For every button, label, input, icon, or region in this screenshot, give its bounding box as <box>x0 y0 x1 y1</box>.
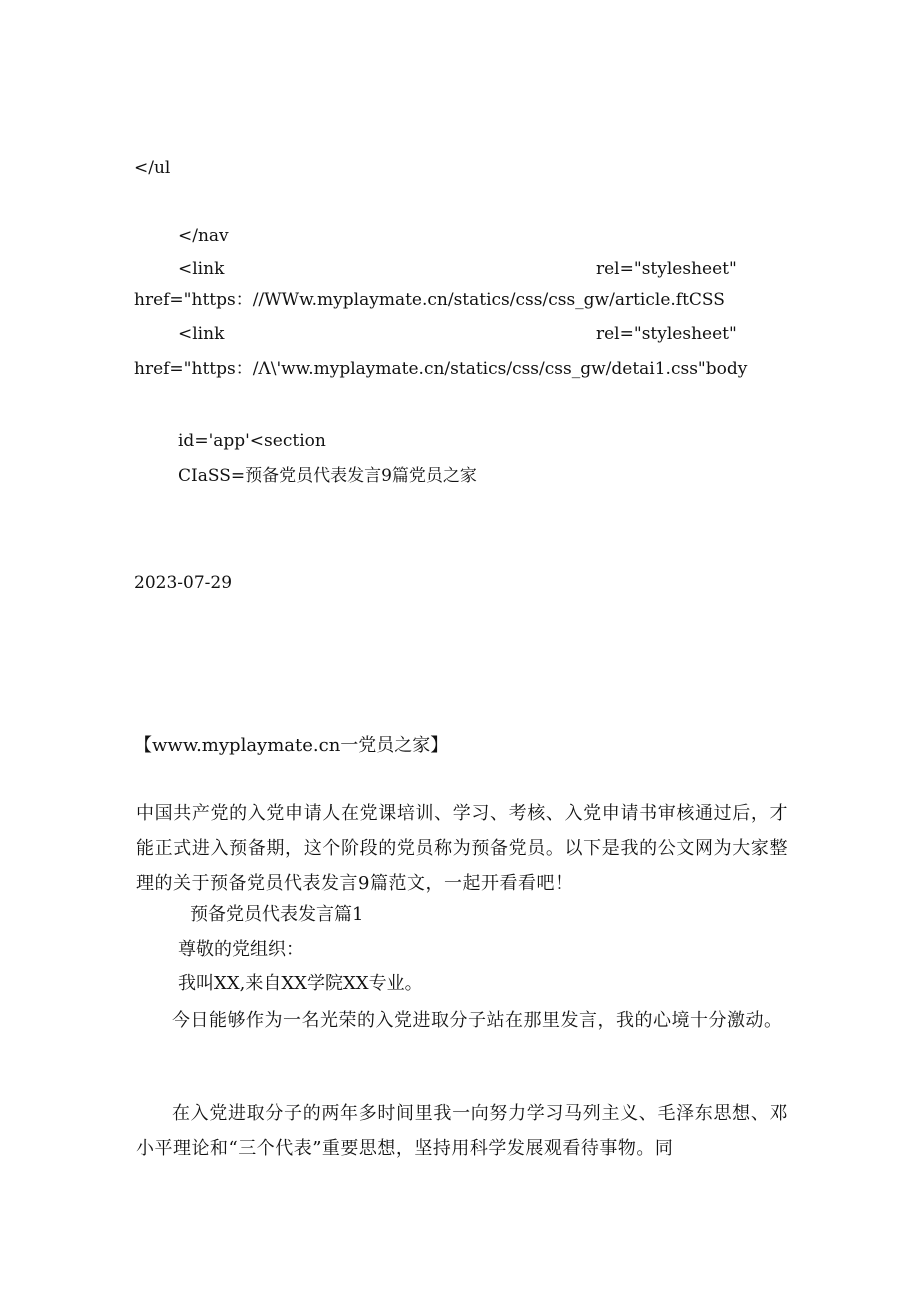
self-intro: 我叫XX,来自XX学院XX专业。 <box>178 973 423 994</box>
code-line-link-2-rel: rel="stylesheet" <box>596 324 737 344</box>
code-line-app-section: id='app'<section <box>178 431 326 451</box>
body-paragraph-2: 在入党进取分子的两年多时间里我一向努力学习马列主义、毛泽东思想、邓小平理论和“三个代表”重要思想，坚持用科学发展观看待事物。同 <box>136 1103 788 1159</box>
site-tag: 【www.myplaymate.cn一党员之家】 <box>134 735 449 756</box>
code-line-link-1-href: href="https：//WWw.myplaymate.cn/statics/css/css_gw/article.ftCSS <box>134 290 725 310</box>
code-line-link-2-href: href="https：/Λ\'ww.myplaymate.cn/statics/css/css_gw/detai1.css"body <box>134 359 748 379</box>
code-line-ul-close: </ul <box>134 158 171 178</box>
code-line-nav-close: </nav <box>178 226 229 246</box>
code-line-link-2: <link <box>178 324 225 344</box>
code-line-class-title: CIaSS=预备党员代表发言9篇党员之家 <box>178 466 477 486</box>
code-line-link-1: <link <box>178 259 225 279</box>
section-title: 预备党员代表发言篇1 <box>190 904 364 925</box>
code-line-link-1-rel: rel="stylesheet" <box>596 259 737 279</box>
intro-paragraph: 中国共产党的入党申请人在党课培训、学习、考核、入党申请书审核通过后，才能正式进入预备期，这个阶段的党员称为预备党员。以下是我的公文网为大家整理的关于预备党员代表发言9篇范文，一起开看看吧！ <box>136 803 788 894</box>
article-date: 2023-07-29 <box>134 573 233 593</box>
body-paragraph-1: 今日能够作为一名光荣的入党进取分子站在那里发言，我的心境十分激动。 <box>172 1010 783 1031</box>
greeting: 尊敬的党组织： <box>178 939 304 960</box>
